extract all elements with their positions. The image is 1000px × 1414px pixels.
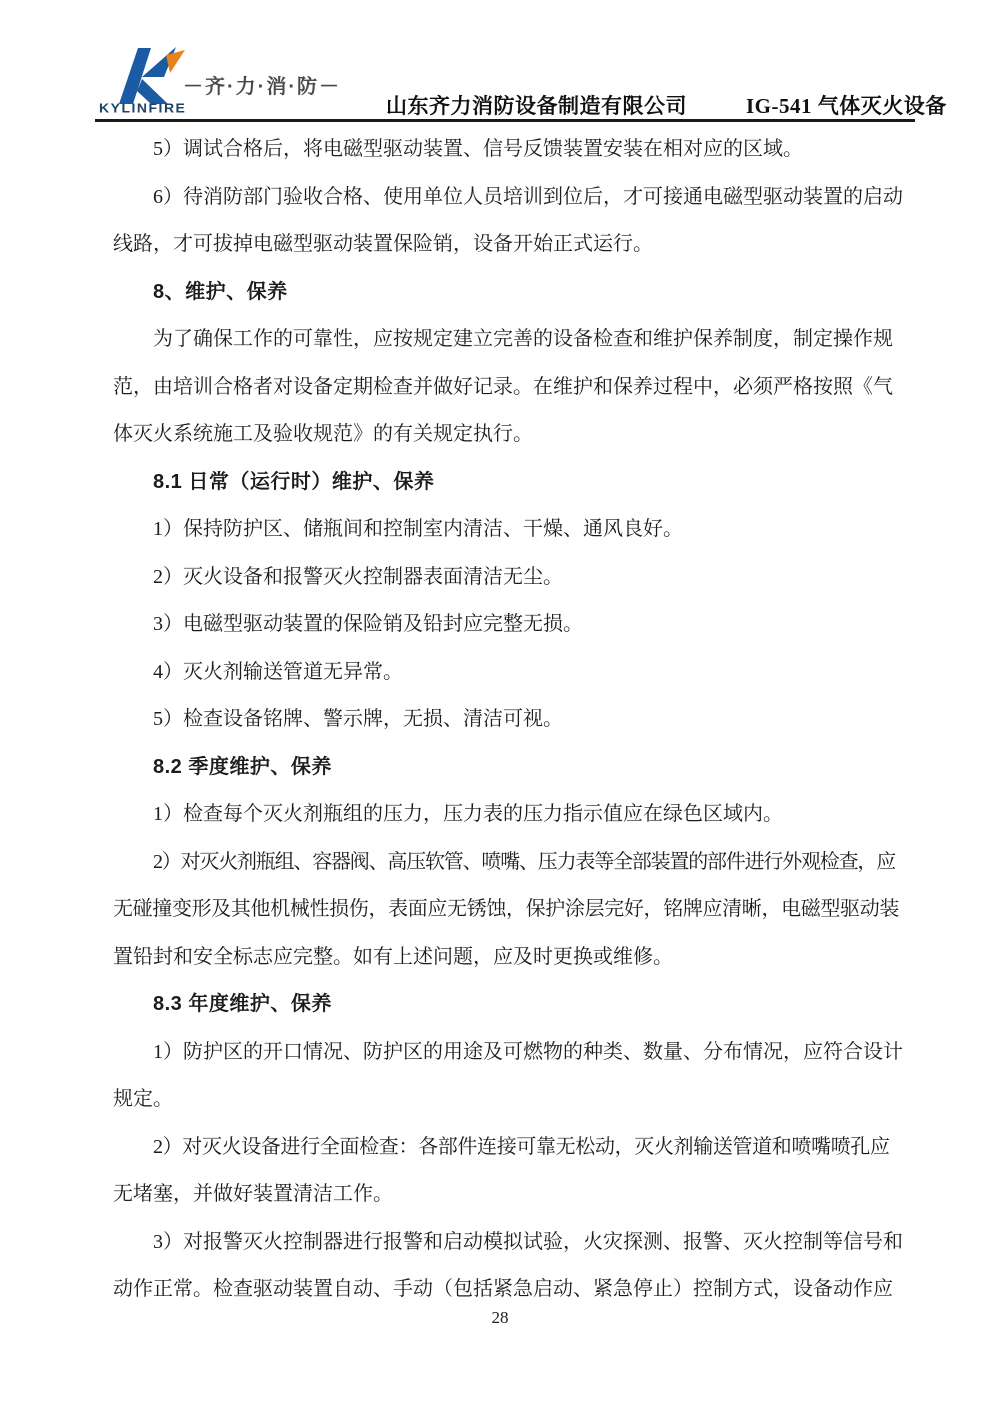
text-line: 2）对灭火剂瓶组、容器阀、高压软管、喷嘴、压力表等全部装置的部件进行外观检查，应 [153, 850, 895, 873]
text-line: 1）检查每个灭火剂瓶组的压力，压力表的压力指示值应在绿色区域内。 [153, 803, 783, 825]
text-line: 体灭火系统施工及验收规范》的有关规定执行。 [113, 423, 533, 445]
text-line: 动作正常。检查驱动装置自动、手动（包括紧急启动、紧急停止）控制方式，设备动作应 [113, 1278, 893, 1300]
header-divider [95, 119, 915, 122]
page-number: 28 [491, 1308, 509, 1327]
text-line: 无碰撞变形及其他机械性损伤，表面应无锈蚀，保护涂层完好，铭牌应清晰，电磁型驱动装 [113, 898, 899, 920]
section-heading: 8.3 年度维护、保养 [153, 993, 332, 1015]
company-name: 山东齐力消防设备制造有限公司 [386, 94, 687, 118]
brand-wordmark: KYLINFIRE [99, 100, 187, 116]
text-line: 2）灭火设备和报警灭火控制器表面清洁无尘。 [153, 565, 563, 588]
text-line: 置铅封和安全标志应完整。如有上述问题，应及时更换或维修。 [113, 945, 673, 968]
text-line: 3）对报警灭火控制器进行报警和启动模拟试验，火灾探测、报警、灭火控制等信号和 [153, 1230, 903, 1253]
text-line: 1）防护区的开口情况、防护区的用途及可燃物的种类、数量、分布情况，应符合设计 [153, 1040, 903, 1063]
brand-slogan: －齐·力·消·防－ [183, 76, 341, 98]
product-name: IG-541 气体灭火设备 [746, 94, 947, 118]
text-line: 2）对灭火设备进行全面检查：各部件连接可靠无松动，灭火剂输送管道和喷嘴喷孔应 [153, 1135, 890, 1158]
text-line: 5）调试合格后，将电磁型驱动装置、信号反馈装置安装在相对应的区域。 [153, 138, 803, 160]
section-heading: 8.1 日常（运行时）维护、保养 [153, 470, 435, 493]
document-body [113, 126, 905, 1314]
section-heading: 8.2 季度维护、保养 [153, 755, 332, 778]
text-line: 线路，才可拔掉电磁型驱动装置保险销，设备开始正式运行。 [113, 233, 653, 255]
kylinfire-logo-icon [119, 46, 185, 106]
section-heading: 8、维护、保养 [153, 280, 288, 303]
text-line: 为了确保工作的可靠性，应按规定建立完善的设备检查和维护保养制度，制定操作规 [153, 328, 893, 350]
text-line: 1）保持防护区、储瓶间和控制室内清洁、干燥、通风良好。 [153, 518, 683, 540]
text-line: 范，由培训合格者对设备定期检查并做好记录。在维护和保养过程中，必须严格按照《气 [113, 375, 893, 398]
text-line: 3）电磁型驱动装置的保险销及铅封应完整无损。 [153, 613, 583, 635]
text-line: 规定。 [113, 1088, 173, 1110]
text-line: 5）检查设备铭牌、警示牌，无损、清洁可视。 [153, 708, 563, 730]
text-line: 6）待消防部门验收合格、使用单位人员培训到位后，才可接通电磁型驱动装置的启动 [153, 185, 903, 208]
text-line: 无堵塞，并做好装置清洁工作。 [113, 1183, 393, 1205]
text-line: 4）灭火剂输送管道无异常。 [153, 660, 403, 683]
